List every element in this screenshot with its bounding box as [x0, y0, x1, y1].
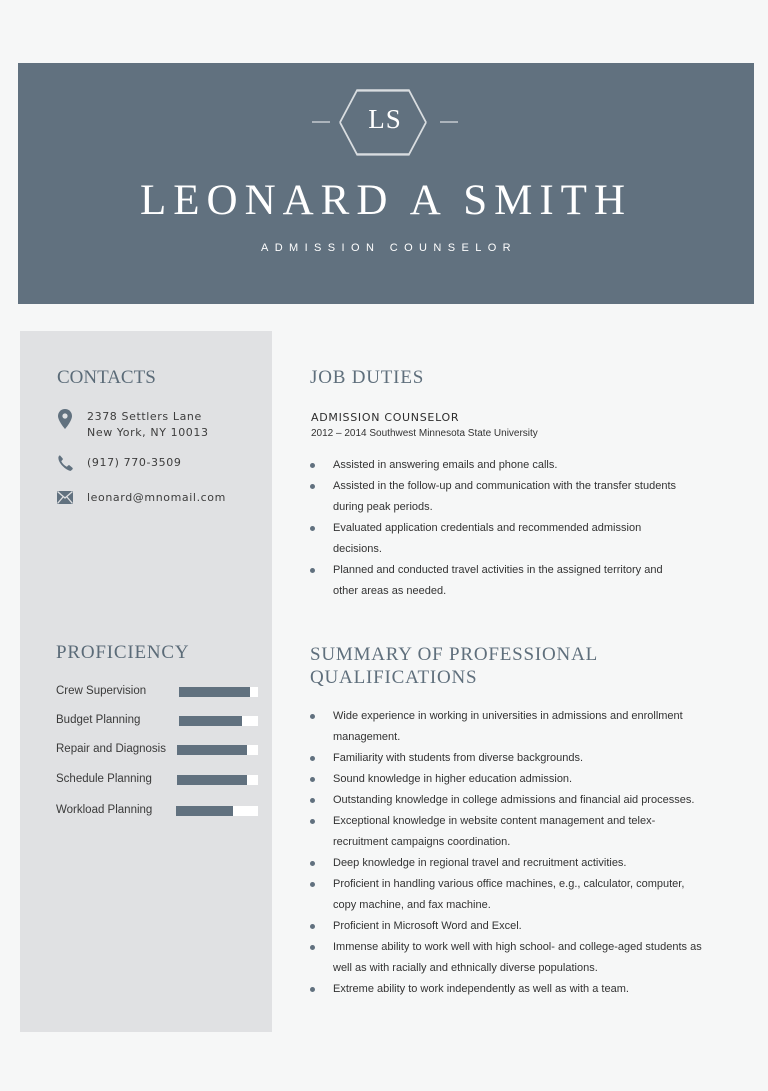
phone-icon [56, 455, 74, 473]
contact-address [56, 409, 209, 441]
contact-phone [56, 455, 181, 473]
job-dates-employer: 2012 – 2014 Southwest Minnesota State University [311, 428, 538, 439]
proficiency-bar [179, 716, 258, 726]
list-item: Evaluated application credentials and recommended admission decisions. [310, 518, 690, 560]
proficiency-heading: PROFICIENCY [56, 642, 190, 663]
address-line-2: New York, NY 10013 [87, 426, 209, 439]
list-item: Extreme ability to work independently as well as with a team. [310, 979, 710, 1000]
proficiency-bar [177, 745, 258, 755]
phone-number[interactable]: (917) 770-3509 [87, 456, 182, 469]
list-item: Wide experience in working in universities in admissions and enrollment management. [310, 706, 710, 748]
map-pin-icon [56, 409, 74, 427]
job-duties-list [310, 455, 690, 602]
proficiency-bar-fill [176, 806, 233, 816]
proficiency-label: Repair and Diagnosis [56, 743, 166, 755]
list-item: Proficient in handling various office machines, e.g., calculator, computer, copy machine, and fax machine. [310, 874, 710, 916]
list-item: Assisted in the follow-up and communication with the transfer students during peak periods. [310, 476, 690, 518]
list-item: Exceptional knowledge in website content management and telex-recruitment campaigns coordination. [310, 811, 710, 853]
proficiency-bar-fill [177, 775, 247, 785]
job-position: ADMISSION COUNSELOR [311, 411, 460, 424]
list-item: Assisted in answering emails and phone calls. [310, 455, 690, 476]
proficiency-label: Workload Planning [56, 804, 153, 816]
proficiency-label: Schedule Planning [56, 773, 152, 785]
contact-email [56, 490, 226, 508]
proficiency-bar [179, 687, 258, 697]
list-item: Planned and conducted travel activities in the assigned territory and other areas as needed. [310, 560, 690, 602]
monogram-initials: LS [368, 104, 402, 134]
list-item: Immense ability to work well with high school- and college-aged students as well as with racially and ethnically diverse populations. [310, 937, 710, 979]
contacts-heading: CONTACTS [57, 367, 156, 388]
summary-heading [310, 643, 598, 689]
list-item: Familiarity with students from diverse backgrounds. [310, 748, 710, 769]
proficiency-bar [177, 775, 258, 785]
list-item: Outstanding knowledge in college admissions and financial aid processes. [310, 790, 710, 811]
list-item: Sound knowledge in higher education admission. [310, 769, 710, 790]
proficiency-bar [176, 806, 258, 816]
address-line-1: 2378 Settlers Lane [87, 410, 202, 423]
proficiency-item [56, 714, 258, 728]
candidate-name: LEONARD A SMITH [139, 177, 633, 224]
monogram-badge [312, 86, 458, 158]
proficiency-item [56, 743, 258, 757]
proficiency-bar-fill [179, 716, 242, 726]
proficiency-label: Budget Planning [56, 714, 141, 726]
summary-heading-line-2: QUALIFICATIONS [310, 667, 478, 688]
envelope-icon [56, 490, 74, 508]
list-item: Deep knowledge in regional travel and recruitment activities. [310, 853, 710, 874]
list-item: Proficient in Microsoft Word and Excel. [310, 916, 710, 937]
proficiency-item [56, 773, 258, 787]
proficiency-bar-fill [179, 687, 250, 697]
email-address[interactable]: leonard@mnomail.com [87, 491, 226, 504]
candidate-title: ADMISSION COUNSELOR [260, 242, 518, 254]
proficiency-bar-fill [177, 745, 247, 755]
summary-heading-line-1: SUMMARY OF PROFESSIONAL [310, 644, 598, 665]
proficiency-label: Crew Supervision [56, 685, 147, 697]
summary-list [310, 706, 710, 1000]
proficiency-item [56, 804, 258, 818]
proficiency-item [56, 685, 258, 699]
job-duties-heading: JOB DUTIES [310, 367, 425, 388]
